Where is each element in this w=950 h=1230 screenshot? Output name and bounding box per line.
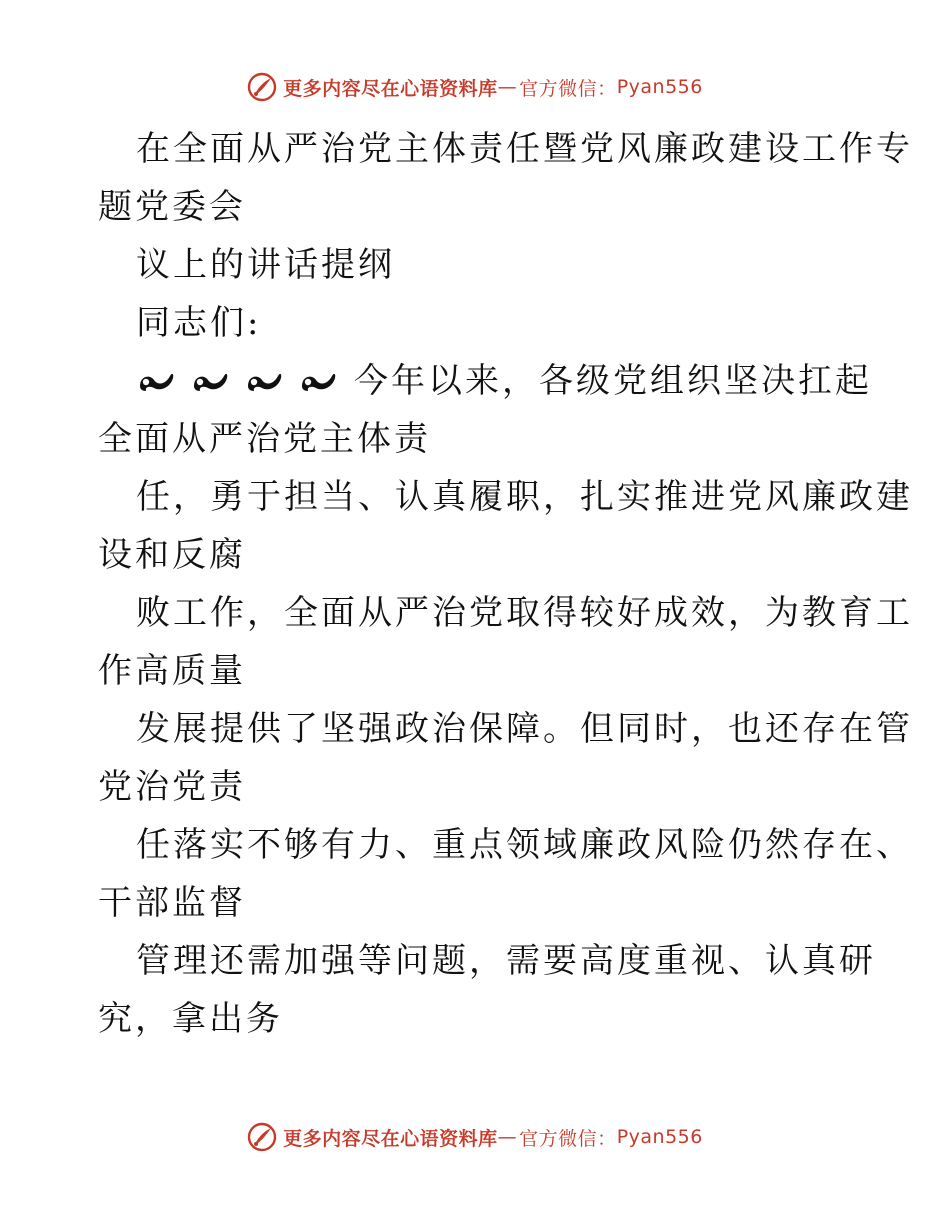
fleuron-ornament-icon [244, 366, 284, 396]
ornament-text-line [98, 352, 872, 410]
text-line: 究，拿出务 [98, 999, 283, 1039]
header-banner [0, 72, 950, 102]
banner-dash: — [497, 1126, 518, 1148]
footer-banner [0, 1122, 950, 1152]
text-line-content: 今年以来，各级党组织坚决扛起 [354, 361, 872, 401]
fleuron-ornament-icon [136, 366, 176, 396]
text-line: 全面从严治党主体责 [98, 419, 431, 459]
text-line: 同志们: [136, 303, 262, 343]
text-line: 任，勇于担当、认真履职，扎实推进党风廉政建 [136, 477, 913, 517]
text-line: 作高质量 [98, 651, 246, 691]
banner-wechat-id: Pyan556 [616, 76, 703, 98]
text-line: 题党委会 [98, 187, 246, 227]
document-body [98, 120, 913, 1048]
ornament-group [136, 366, 338, 396]
text-line: 管理还需加强等问题，需要高度重视、认真研 [136, 941, 876, 981]
fleuron-ornament-icon [298, 366, 338, 396]
fleuron-ornament-icon [190, 366, 230, 396]
banner-wechat-label: 官方微信： [519, 1127, 617, 1150]
text-line: 议上的讲话提纲 [136, 245, 395, 285]
banner-dash: — [497, 76, 518, 98]
banner-wechat-label: 官方微信： [519, 77, 617, 100]
text-line: 在全面从严治党主体责任暨党风廉政建设工作专 [136, 129, 913, 169]
banner-wechat-id: Pyan556 [616, 1126, 703, 1148]
text-line: 任落实不够有力、重点领域廉政风险仍然存在、 [136, 825, 913, 865]
text-line: 党治党责 [98, 767, 246, 807]
red-quill-seal-icon [247, 1122, 277, 1152]
banner-main-text: 更多内容尽在心语资料库 [283, 77, 498, 100]
banner-main-text: 更多内容尽在心语资料库 [283, 1127, 498, 1150]
text-line: 设和反腐 [98, 535, 246, 575]
red-quill-seal-icon [247, 72, 277, 102]
text-line: 发展提供了坚强政治保障。但同时，也还存在管 [136, 709, 913, 749]
text-line: 干部监督 [98, 883, 246, 923]
text-line: 败工作，全面从严治党取得较好成效，为教育工 [136, 593, 913, 633]
